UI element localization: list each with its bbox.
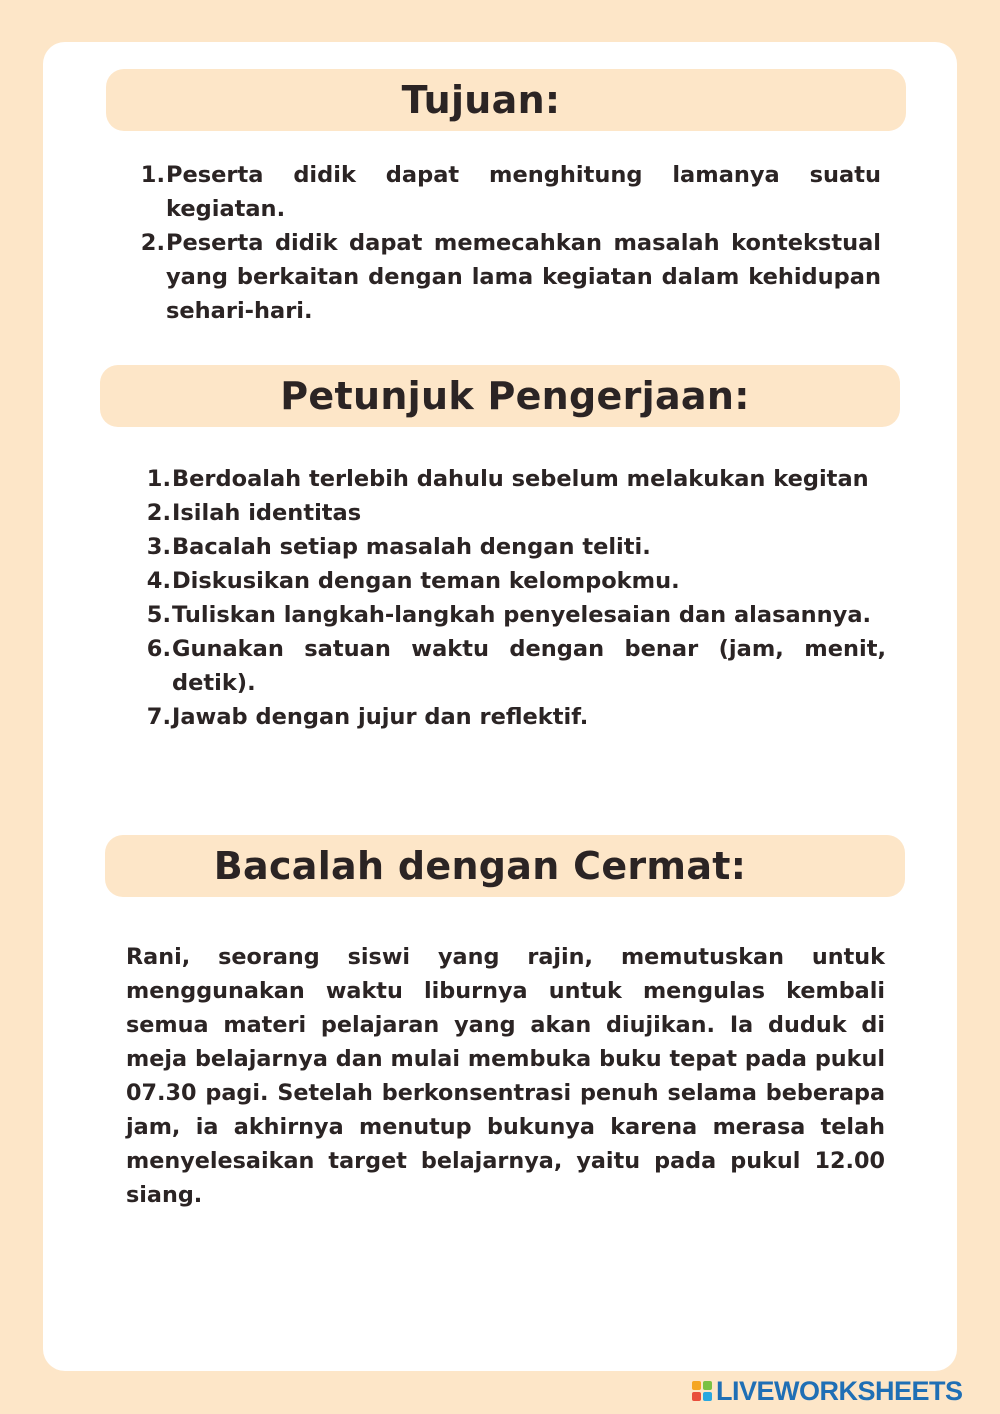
liveworksheets-branding[interactable]: [692, 1376, 963, 1406]
petunjuk-list: [146, 462, 886, 734]
list-item-number: 7.: [146, 704, 171, 730]
story-paragraph: Rani, seorang siswi yang rajin, memutuskan untuk menggunakan waktu liburnya untuk mengulas kembali semua materi pelajaran yang akan diujikan. Ia duduk di meja belajarnya dan mulai membuka buku tepat pada pukul 07.30 pagi. Setelah berkonsentrasi penuh selama beberapa jam, ia akhirnya menutup bukunya karena merasa telah menyelesaikan target belajarnya, yaitu pada pukul 12.00 siang.: [126, 944, 885, 1208]
list-item-text: Gunakan satuan waktu dengan benar (jam, menit, detik).: [172, 636, 886, 696]
petunjuk-title: Petunjuk Pengerjaan:: [280, 374, 750, 418]
bacalah-title: Bacalah dengan Cermat:: [213, 844, 747, 888]
petunjuk-heading-bar: [100, 365, 900, 427]
list-item: [140, 158, 881, 226]
tujuan-heading-bar: [106, 69, 906, 131]
tujuan-list: [140, 158, 881, 328]
list-item-number: 4.: [146, 568, 171, 594]
tujuan-title: Tujuan:: [401, 78, 561, 122]
list-item-text: Tuliskan langkah-langkah penyelesaian dan alasannya.: [172, 602, 872, 628]
list-item-number: 1.: [146, 466, 171, 492]
list-item-text: Diskusikan dengan teman kelompokmu.: [172, 568, 680, 594]
list-item-number: 1.: [140, 162, 165, 188]
list-item: [146, 496, 886, 530]
logo-square-red: [692, 1392, 701, 1401]
logo-square-orange: [692, 1381, 701, 1390]
list-item: [146, 564, 886, 598]
list-item: [146, 632, 886, 700]
list-item-text: Peserta didik dapat memecahkan masalah kontekstual yang berkaitan dengan lama kegiatan dalam kehidupan sehari-hari.: [166, 230, 881, 324]
list-item-text: Jawab dengan jujur dan reflektif.: [172, 704, 589, 730]
logo-square-blue: [703, 1392, 712, 1401]
list-item-text: Bacalah setiap masalah dengan teliti.: [172, 534, 651, 560]
list-item-number: 6.: [146, 636, 171, 662]
list-item: [146, 530, 886, 564]
list-item-number: 5.: [146, 602, 171, 628]
list-item: [140, 226, 881, 328]
list-item: [146, 462, 886, 496]
list-item: [146, 598, 886, 632]
list-item-text: Berdoalah terlebih dahulu sebelum melakukan kegitan: [172, 466, 869, 492]
list-item-number: 2.: [140, 230, 165, 256]
liveworksheets-wordmark: LIVEWORKSHEETS: [716, 1375, 963, 1406]
list-item-text: Isilah identitas: [172, 500, 362, 526]
list-item-number: 3.: [146, 534, 171, 560]
list-item-number: 2.: [146, 500, 171, 526]
liveworksheets-logo-icon: [692, 1381, 712, 1401]
bacalah-heading-bar: [105, 835, 905, 897]
logo-square-green: [703, 1381, 712, 1390]
list-item: [146, 700, 886, 734]
list-item-text: Peserta didik dapat menghitung lamanya suatu kegiatan.: [166, 162, 881, 222]
worksheet-card: [43, 42, 957, 1371]
